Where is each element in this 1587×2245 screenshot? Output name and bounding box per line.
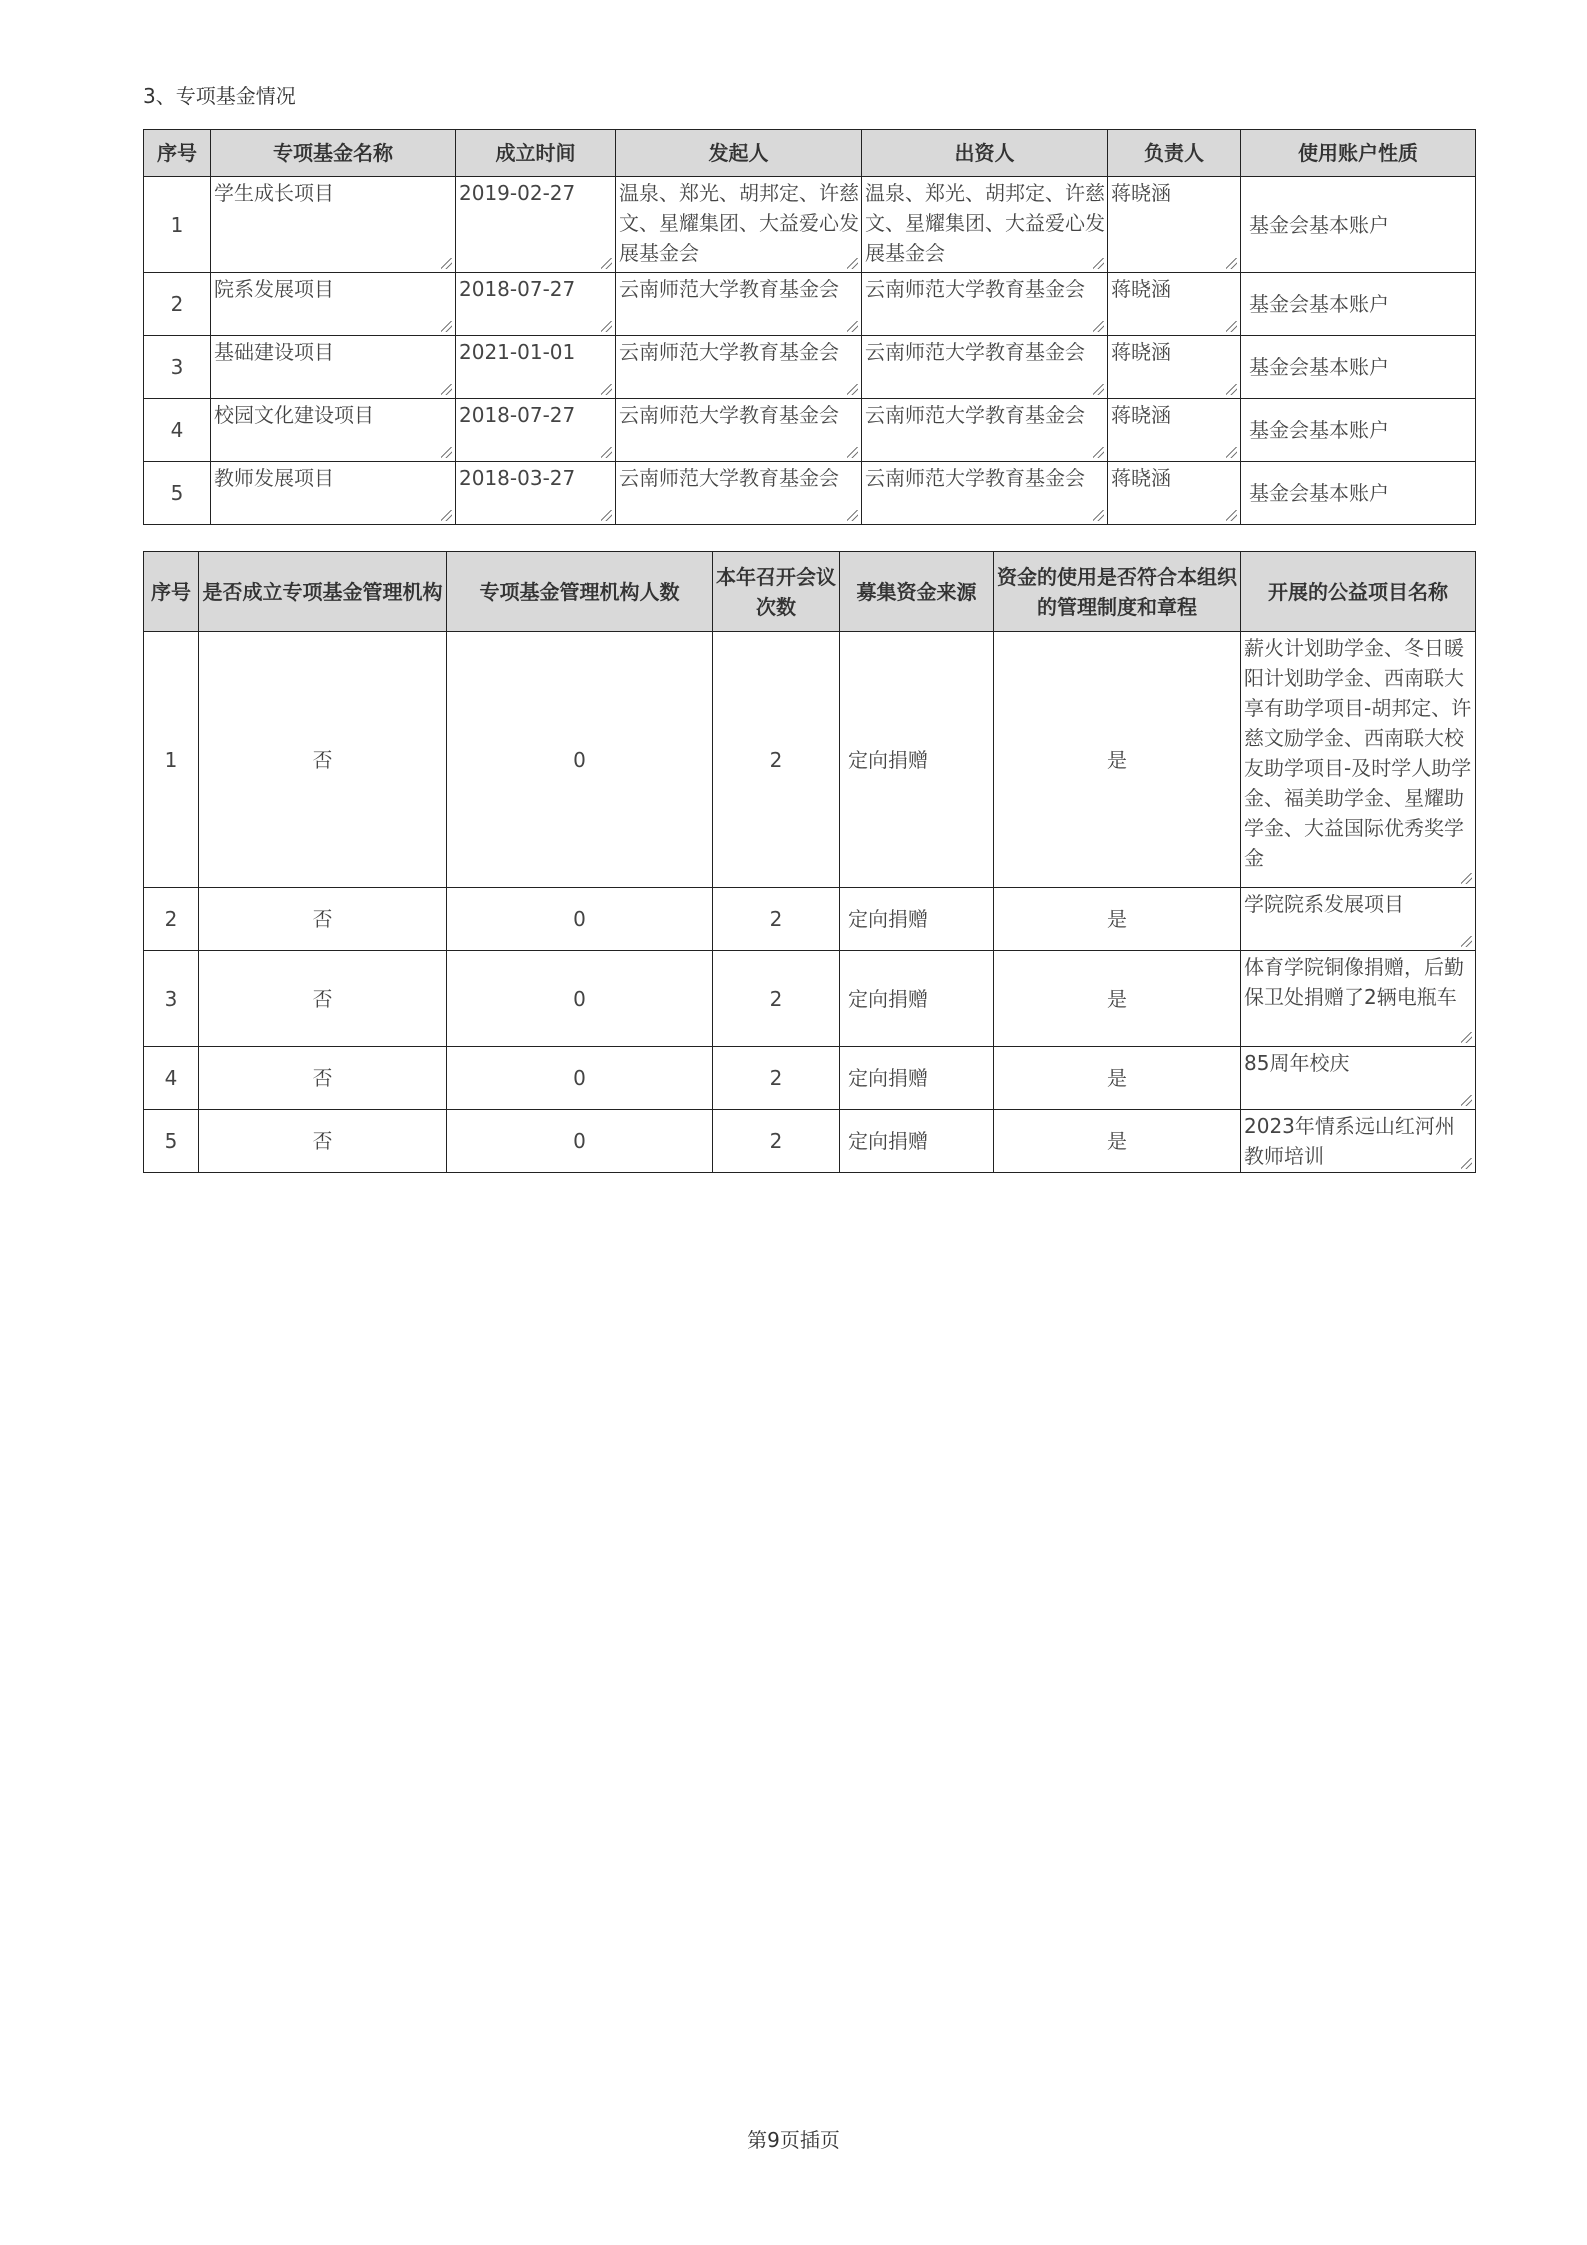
- account-type: 基金会基本账户: [1241, 399, 1476, 462]
- resize-grip-icon[interactable]: [847, 447, 858, 458]
- source-value: 定向捐赠: [840, 888, 994, 951]
- initiator-textarea[interactable]: 云南师范大学教育基金会: [616, 273, 862, 336]
- row-no: 3: [144, 951, 199, 1047]
- header-funder: 出资人: [862, 130, 1108, 177]
- account-type: 基金会基本账户: [1241, 336, 1476, 399]
- projects-textarea[interactable]: 体育学院铜像捐赠，后勤保卫处捐赠了2辆电瓶车: [1241, 951, 1476, 1047]
- header-date: 成立时间: [456, 130, 616, 177]
- meetings-value: 2: [713, 951, 840, 1047]
- org-count-value: 0: [447, 951, 713, 1047]
- resize-grip-icon[interactable]: [601, 447, 612, 458]
- funder-textarea[interactable]: 云南师范大学教育基金会: [862, 273, 1108, 336]
- has-org-value: 否: [199, 632, 447, 888]
- row-no: 4: [144, 399, 211, 462]
- leader-textarea[interactable]: 蒋晓涵: [1108, 399, 1241, 462]
- row-no: 2: [144, 273, 211, 336]
- table-header-row: [144, 552, 1476, 632]
- meetings-value: 2: [713, 1047, 840, 1110]
- resize-grip-icon[interactable]: [441, 384, 452, 395]
- resize-grip-icon[interactable]: [1226, 321, 1237, 332]
- org-count-value: 0: [447, 888, 713, 951]
- fund-name-textarea[interactable]: 基础建设项目: [211, 336, 456, 399]
- resize-grip-icon[interactable]: [441, 510, 452, 521]
- resize-grip-icon[interactable]: [1226, 447, 1237, 458]
- meetings-value: 2: [713, 632, 840, 888]
- leader-textarea[interactable]: 蒋晓涵: [1108, 336, 1241, 399]
- resize-grip-icon[interactable]: [441, 258, 452, 269]
- compliant-value: 是: [994, 951, 1241, 1047]
- table-row: [144, 1110, 1476, 1173]
- header-initiator: 发起人: [616, 130, 862, 177]
- projects-textarea[interactable]: 2023年情系远山红河州教师培训: [1241, 1110, 1476, 1173]
- table-row: [144, 951, 1476, 1047]
- header-leader: 负责人: [1108, 130, 1241, 177]
- account-type: 基金会基本账户: [1241, 462, 1476, 525]
- funder-textarea[interactable]: 温泉、郑光、胡邦定、许慈文、星耀集团、大益爱心发展基金会: [862, 177, 1108, 273]
- fund-name-textarea[interactable]: 校园文化建设项目: [211, 399, 456, 462]
- resize-grip-icon[interactable]: [601, 321, 612, 332]
- resize-grip-icon[interactable]: [847, 384, 858, 395]
- date-field[interactable]: 2018-07-27: [456, 399, 616, 462]
- resize-grip-icon[interactable]: [1461, 873, 1472, 884]
- resize-grip-icon[interactable]: [601, 258, 612, 269]
- row-no: 4: [144, 1047, 199, 1110]
- leader-textarea[interactable]: 蒋晓涵: [1108, 273, 1241, 336]
- table-row: [144, 632, 1476, 888]
- has-org-value: 否: [199, 888, 447, 951]
- fund-table: [143, 129, 1476, 525]
- resize-grip-icon[interactable]: [1093, 447, 1104, 458]
- has-org-value: 否: [199, 951, 447, 1047]
- projects-textarea[interactable]: 85周年校庆: [1241, 1047, 1476, 1110]
- account-type: 基金会基本账户: [1241, 273, 1476, 336]
- funder-textarea[interactable]: 云南师范大学教育基金会: [862, 336, 1108, 399]
- resize-grip-icon[interactable]: [1461, 1095, 1472, 1106]
- initiator-textarea[interactable]: 温泉、郑光、胡邦定、许慈文、星耀集团、大益爱心发展基金会: [616, 177, 862, 273]
- date-field[interactable]: 2021-01-01: [456, 336, 616, 399]
- row-no: 3: [144, 336, 211, 399]
- has-org-value: 否: [199, 1047, 447, 1110]
- page-footer: 第9页插页: [747, 2128, 840, 2152]
- resize-grip-icon[interactable]: [601, 510, 612, 521]
- meetings-value: 2: [713, 1110, 840, 1173]
- initiator-textarea[interactable]: 云南师范大学教育基金会: [616, 462, 862, 525]
- org-count-value: 0: [447, 1047, 713, 1110]
- row-no: 5: [144, 1110, 199, 1173]
- header-no: 序号: [144, 130, 211, 177]
- header-has-org: 是否成立专项基金管理机构: [199, 552, 447, 632]
- date-field[interactable]: 2019-02-27: [456, 177, 616, 273]
- resize-grip-icon[interactable]: [1226, 384, 1237, 395]
- table-header-row: [144, 130, 1476, 177]
- org-count-value: 0: [447, 632, 713, 888]
- header-meetings: 本年召开会议次数: [713, 552, 840, 632]
- fund-name-textarea[interactable]: 院系发展项目: [211, 273, 456, 336]
- initiator-textarea[interactable]: 云南师范大学教育基金会: [616, 336, 862, 399]
- resize-grip-icon[interactable]: [1093, 384, 1104, 395]
- table-row: [144, 462, 1476, 525]
- resize-grip-icon[interactable]: [1461, 936, 1472, 947]
- row-no: 5: [144, 462, 211, 525]
- has-org-value: 否: [199, 1110, 447, 1173]
- row-no: 1: [144, 632, 199, 888]
- fund-name-textarea[interactable]: 教师发展项目: [211, 462, 456, 525]
- table-row: [144, 888, 1476, 951]
- org-count-value: 0: [447, 1110, 713, 1173]
- resize-grip-icon[interactable]: [1093, 258, 1104, 269]
- date-field[interactable]: 2018-03-27: [456, 462, 616, 525]
- resize-grip-icon[interactable]: [1226, 510, 1237, 521]
- resize-grip-icon[interactable]: [441, 321, 452, 332]
- resize-grip-icon[interactable]: [1226, 258, 1237, 269]
- resize-grip-icon[interactable]: [1461, 1032, 1472, 1043]
- initiator-textarea[interactable]: 云南师范大学教育基金会: [616, 399, 862, 462]
- meetings-value: 2: [713, 888, 840, 951]
- row-no: 2: [144, 888, 199, 951]
- section-title: 3、专项基金情况: [143, 84, 296, 108]
- resize-grip-icon[interactable]: [1093, 321, 1104, 332]
- compliant-value: 是: [994, 888, 1241, 951]
- source-value: 定向捐赠: [840, 632, 994, 888]
- source-value: 定向捐赠: [840, 1110, 994, 1173]
- table-row: [144, 273, 1476, 336]
- funder-textarea[interactable]: 云南师范大学教育基金会: [862, 462, 1108, 525]
- header-source: 募集资金来源: [840, 552, 994, 632]
- resize-grip-icon[interactable]: [601, 384, 612, 395]
- table-row: [144, 1047, 1476, 1110]
- table-row: [144, 177, 1476, 273]
- compliant-value: 是: [994, 632, 1241, 888]
- source-value: 定向捐赠: [840, 951, 994, 1047]
- compliant-value: 是: [994, 1110, 1241, 1173]
- header-account: 使用账户性质: [1241, 130, 1476, 177]
- header-projects: 开展的公益项目名称: [1241, 552, 1476, 632]
- fund-management-table: [143, 551, 1476, 1173]
- row-no: 1: [144, 177, 211, 273]
- table-row: [144, 336, 1476, 399]
- header-fund-name: 专项基金名称: [211, 130, 456, 177]
- account-type: 基金会基本账户: [1241, 177, 1476, 273]
- header-compliant: 资金的使用是否符合本组织的管理制度和章程: [994, 552, 1241, 632]
- fund-name-textarea[interactable]: 学生成长项目: [211, 177, 456, 273]
- header-no: 序号: [144, 552, 199, 632]
- projects-textarea[interactable]: 学院院系发展项目: [1241, 888, 1476, 951]
- table-row: [144, 399, 1476, 462]
- resize-grip-icon[interactable]: [847, 321, 858, 332]
- projects-textarea[interactable]: 薪火计划助学金、冬日暖阳计划助学金、西南联大享有助学项目-胡邦定、许慈文励学金、西南联大校友助学项目-及时学人助学金、福美助学金、星耀助学金、大益国际优秀奖学金: [1241, 632, 1476, 888]
- resize-grip-icon[interactable]: [847, 258, 858, 269]
- resize-grip-icon[interactable]: [1093, 510, 1104, 521]
- resize-grip-icon[interactable]: [1461, 1158, 1472, 1169]
- date-field[interactable]: 2018-07-27: [456, 273, 616, 336]
- source-value: 定向捐赠: [840, 1047, 994, 1110]
- leader-textarea[interactable]: 蒋晓涵: [1108, 462, 1241, 525]
- compliant-value: 是: [994, 1047, 1241, 1110]
- funder-textarea[interactable]: 云南师范大学教育基金会: [862, 399, 1108, 462]
- leader-textarea[interactable]: 蒋晓涵: [1108, 177, 1241, 273]
- header-org-count: 专项基金管理机构人数: [447, 552, 713, 632]
- resize-grip-icon[interactable]: [441, 447, 452, 458]
- resize-grip-icon[interactable]: [847, 510, 858, 521]
